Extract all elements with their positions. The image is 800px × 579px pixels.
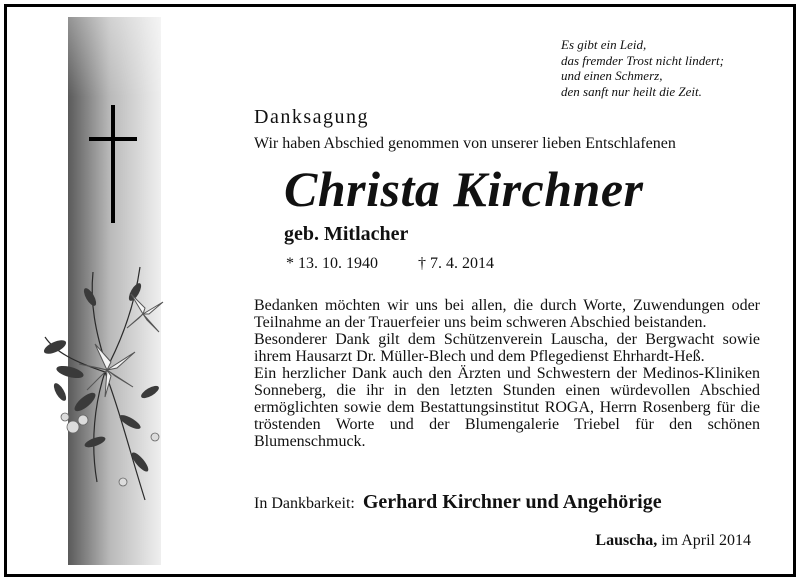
signature-names: Gerhard Kirchner und Angehörige — [362, 491, 662, 513]
cross-icon — [89, 105, 137, 223]
death-date: † 7. 4. 2014 — [418, 255, 494, 272]
thanks-text — [254, 297, 760, 450]
notice-heading: Danksagung — [254, 106, 369, 128]
signature-line — [254, 491, 662, 514]
signature-prefix: In Dankbarkeit: — [254, 495, 355, 512]
poem-line: den sanft nur heilt die Zeit. — [561, 83, 702, 99]
place-date — [595, 532, 751, 550]
thanks-paragraph: Besonderer Dank gilt dem Schützenverein Lauscha, der Bergwacht sowie ihrem Hausarzt Dr. Müller-Blech und dem Pflegedienst Ehrhardt-Heß. — [254, 331, 760, 365]
life-dates — [286, 255, 494, 273]
birth-date: * 13. 10. 1940 — [286, 255, 378, 272]
poem — [561, 37, 724, 99]
deceased-name: Christa Kirchner — [284, 161, 644, 217]
thanks-paragraph: Ein herzlicher Dank auch den Ärzten und Schwestern der Medinos-Kliniken Sonneberg, die ihr in den letzten Stunden einen würdevollen Abschied ermöglichten sowie dem Bestattungsinstitut ROGA, Herrn Rosenberg für die tröstenden Worte und der Blumengalerie Triebel für den schönen Blumenschmuck. — [254, 365, 760, 450]
obituary-frame — [4, 4, 796, 577]
poem-line: Es gibt ein Leid, — [561, 37, 647, 52]
poem-line: das fremder Trost nicht lindert; — [561, 52, 724, 68]
poem-line: und einen Schmerz, — [561, 68, 663, 83]
intro-text: Wir haben Abschied genommen von unserer lieben Entschlafenen — [254, 135, 676, 152]
thanks-paragraph: Bedanken möchten wir uns bei allen, die durch Worte, Zuwendungen oder Teilnahme an der Trauerfeier uns beim schweren Abschied beistanden. — [254, 297, 760, 331]
place: Lauscha, — [595, 532, 658, 549]
lily-bouquet-icon — [35, 252, 175, 502]
date: im April 2014 — [661, 532, 751, 549]
maiden-name: geb. Mitlacher — [284, 223, 409, 245]
